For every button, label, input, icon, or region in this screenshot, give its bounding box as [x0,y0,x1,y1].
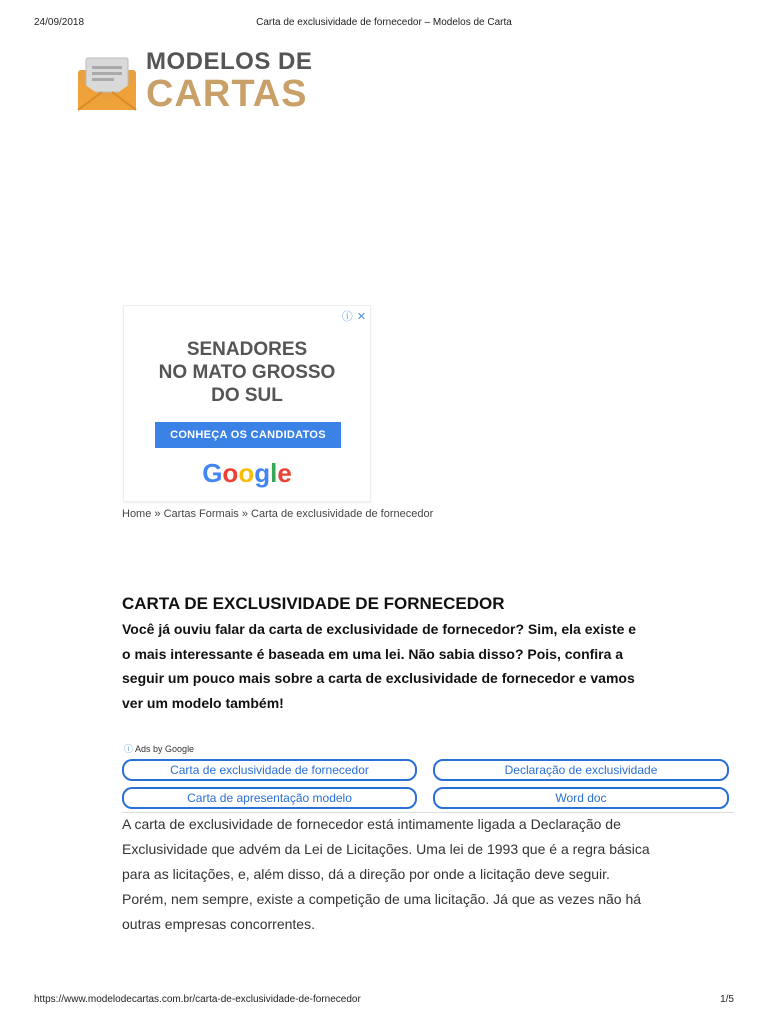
breadcrumb [122,508,433,520]
info-icon: ⓘ [124,744,134,754]
site-logo[interactable] [76,48,316,116]
article-title: CARTA DE EXCLUSIVIDADE DE FORNECEDOR [122,594,505,613]
page-number: 1/5 [720,994,734,1005]
print-footer [34,994,734,1008]
info-icon[interactable]: ⓘ [341,311,353,323]
ad-link-button[interactable]: Declaração de exclusividade [433,759,729,781]
ad-headline-line: DO SUL [211,385,283,406]
google-logo: Google [202,458,292,488]
print-title: Carta de exclusividade de fornecedor – Modelos de Carta [256,17,512,28]
print-header [34,17,734,31]
close-icon[interactable]: ✕ [356,311,366,323]
ad-link-button[interactable]: Carta de apresentação modelo [122,787,417,809]
ads-by-google-text: Ads by Google [135,744,195,754]
ad-controls [338,308,366,324]
breadcrumb-separator: » [241,508,248,520]
ad-headline-line: NO MATO GROSSO [158,362,336,383]
print-url: https://www.modelodecartas.com.br/carta-de-exclusividade-de-fornecedor [34,994,361,1005]
print-date: 24/09/2018 [34,17,85,28]
envelope-icon [76,56,138,112]
breadcrumb-current: Carta de exclusividade de fornecedor [251,508,434,520]
breadcrumb-category[interactable]: Cartas Formais [163,508,239,520]
article-lead: Você já ouviu falar da carta de exclusividade de fornecedor? Sim, ela existe e o mais interessante é baseada em uma lei. Não sabia disso? Pois, confira a seguir um pouco mais sobre a carta de exclusividade de fornecedor e vamos ver um modelo também! [122,621,637,711]
article-body-paragraph: A carta de exclusividade de fornecedor está intimamente ligada a Declaração de Exclusividade que advém da Lei de Licitações. Uma lei de 1993 que é a regra básica para as licitações, e, além disso, dá a direção por onde a licitação deve seguir. Porém, nem sempre, existe a competição de uma licitação. Já que as vezes não há outras empresas concorrentes. [122,816,650,932]
ad-link-button[interactable]: Word doc [433,787,729,809]
display-ad[interactable] [123,305,371,502]
logo-text-line2: CARTAS [146,73,308,115]
breadcrumb-home[interactable]: Home [122,508,152,520]
ad-cta-button[interactable]: CONHEÇA OS CANDIDATOS [155,422,341,448]
ad-headline [124,338,370,407]
ad-link-button[interactable]: Carta de exclusividade de fornecedor [122,759,417,781]
ad-headline-line: SENADORES [186,339,308,360]
ads-by-google-label[interactable] [124,742,194,755]
breadcrumb-separator: » [154,508,161,520]
logo-text-line1: MODELOS DE [146,48,313,75]
